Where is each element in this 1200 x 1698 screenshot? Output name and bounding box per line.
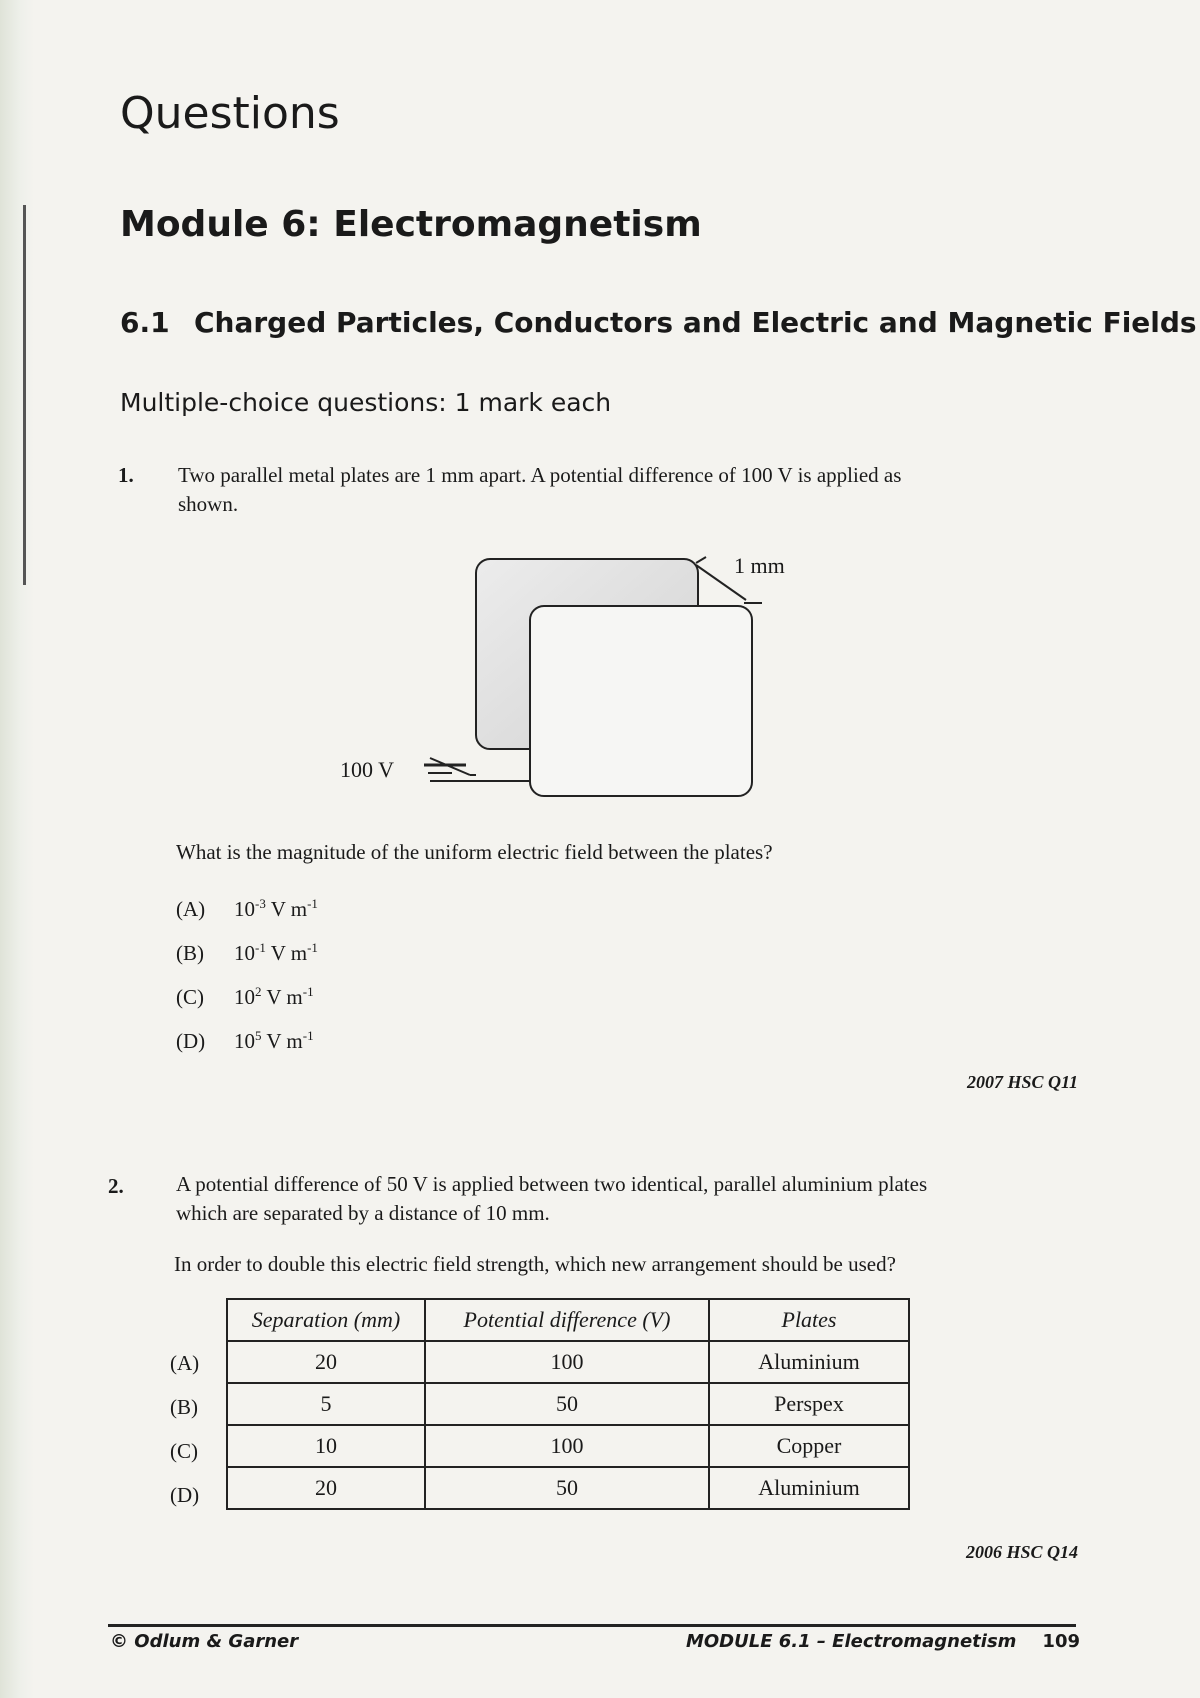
option-unit: V m: [266, 1029, 303, 1053]
option-base: 10: [234, 1029, 255, 1053]
option-base: 10: [234, 897, 255, 921]
option-d-label[interactable]: (D): [170, 1483, 200, 1507]
table-cell: Perspex: [709, 1383, 909, 1425]
section-name: Charged Particles, Conductors and Electric and Magnetic Fields: [194, 306, 1197, 339]
page-heading: Questions: [120, 88, 340, 139]
question-2-stem-line: which are separated by a distance of 10 mm.: [176, 1201, 550, 1225]
question-2-table: [226, 1298, 910, 1510]
table-header-row: [227, 1299, 909, 1341]
option-c-label[interactable]: (C): [170, 1439, 198, 1463]
question-1-stem-line: shown.: [178, 492, 239, 516]
table-cell: 50: [425, 1467, 709, 1509]
question-2-source: 2006 HSC Q14: [965, 1542, 1078, 1562]
table-cell: 20: [227, 1341, 425, 1383]
option-unit: V m: [270, 941, 308, 965]
table-cell: Copper: [709, 1425, 909, 1467]
option-base: 10: [234, 985, 255, 1009]
section-title: [120, 306, 1197, 339]
binding-line: [23, 205, 26, 585]
table-cell: Aluminium: [709, 1467, 909, 1509]
option-c[interactable]: [176, 984, 314, 1010]
question-1-stem-line: Two parallel metal plates are 1 mm apart. A potential difference of 100 V is applied as: [178, 463, 902, 487]
table-row[interactable]: [227, 1425, 909, 1467]
table-row[interactable]: [227, 1383, 909, 1425]
question-2-stem-line: A potential difference of 50 V is applied between two identical, parallel aluminium plates: [176, 1172, 928, 1196]
option-label: (D): [176, 1029, 206, 1053]
table-cell: Aluminium: [709, 1341, 909, 1383]
table-cell: 20: [227, 1467, 425, 1509]
option-a-label[interactable]: (A): [170, 1351, 200, 1375]
option-unit: V m: [270, 897, 308, 921]
option-b-label[interactable]: (B): [170, 1395, 198, 1419]
question-1-prompt: What is the magnitude of the uniform electric field between the plates?: [176, 840, 773, 864]
option-a[interactable]: [176, 896, 318, 922]
table-cell: 10: [227, 1425, 425, 1467]
option-label: (B): [176, 941, 204, 965]
mcq-heading: Multiple-choice questions: 1 mark each: [120, 388, 612, 417]
footer-running-title: MODULE 6.1 – Electromagnetism: [685, 1631, 1017, 1652]
question-1-stem: [178, 461, 901, 519]
option-exponent: -1: [255, 940, 266, 955]
question-1-options: [176, 896, 576, 1066]
option-d[interactable]: [176, 1028, 314, 1054]
option-exponent: 5: [255, 1028, 262, 1043]
footer-copyright: © Odlum & Garner: [110, 1631, 299, 1652]
table-cell: 5: [227, 1383, 425, 1425]
table-cell: 50: [425, 1383, 709, 1425]
page-edge-shadow: [0, 0, 34, 1698]
question-2-number: 2.: [108, 1174, 124, 1198]
question-2-stem: [176, 1170, 927, 1228]
column-header-potential-difference: Potential difference (V): [425, 1299, 709, 1341]
option-unit-exponent: -1: [302, 1028, 314, 1043]
gap-label: 1 mm: [734, 553, 785, 578]
table-cell: 100: [425, 1425, 709, 1467]
page-number: 109: [1042, 1631, 1080, 1652]
table-row[interactable]: [227, 1467, 909, 1509]
option-exponent: -3: [255, 896, 266, 911]
column-header-separation: Separation (mm): [227, 1299, 425, 1341]
option-unit-exponent: -1: [307, 940, 318, 955]
parallel-plates-diagram: [330, 545, 810, 815]
table-row[interactable]: [227, 1341, 909, 1383]
option-unit-exponent: -1: [302, 984, 314, 999]
table-cell: 100: [425, 1341, 709, 1383]
question-1-source: 2007 HSC Q11: [966, 1072, 1078, 1092]
option-base: 10: [234, 941, 255, 965]
footer-right: [686, 1631, 1080, 1652]
module-title: Module 6: Electromagnetism: [120, 204, 702, 245]
section-number: 6.1: [120, 306, 170, 339]
question-2-prompt: In order to double this electric field strength, which new arrangement should be used?: [174, 1252, 896, 1276]
option-unit-exponent: -1: [307, 896, 318, 911]
front-plate: [530, 606, 752, 796]
option-b[interactable]: [176, 940, 318, 966]
option-unit: V m: [266, 985, 303, 1009]
question-1-number: 1.: [118, 463, 134, 487]
footer-rule: [108, 1624, 1076, 1627]
voltage-label: 100 V: [340, 757, 394, 782]
battery-symbol: [424, 758, 530, 781]
option-label: (A): [176, 897, 206, 921]
column-header-plates: Plates: [709, 1299, 909, 1341]
option-exponent: 2: [255, 984, 262, 999]
option-label: (C): [176, 985, 204, 1009]
